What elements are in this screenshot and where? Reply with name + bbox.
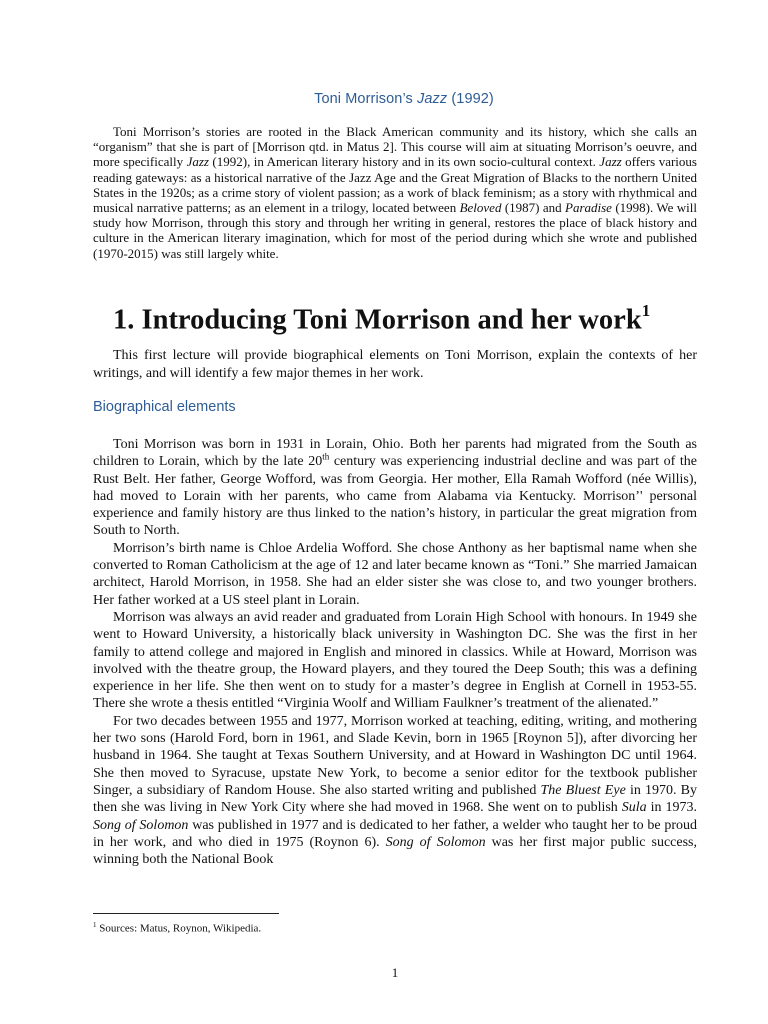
p1-superscript: th: [322, 451, 330, 462]
paragraph-1: [93, 436, 697, 540]
course-title-year: (1992): [447, 91, 494, 107]
p4-italic-2: Sula: [621, 800, 647, 816]
section-heading: [113, 296, 753, 338]
p4-text-e: was her first major public success, winning both the National Book: [93, 834, 697, 868]
biography-text: [93, 436, 697, 868]
footnote: [93, 921, 261, 935]
footnote-ref[interactable]: 1: [641, 301, 651, 320]
p4-text-a: For two decades between 1955 and 1977, Morrison worked at teaching, editing, writing, and mothering her two sons (Harold Ford, born in 1961, and Slade Kevin, born in 1965 [Roynon 5]), after divorcing her husband in 1964. She taught at Texas Southern University, and at Howard in Washington DC until 1964. She then moved to Syracuse, upstate New York, to become a senior editor for the textbook publisher Singer, a subsidiary of Random House. She also started writing and published: [93, 713, 697, 798]
p1-text-b: century was experiencing industrial decline and was part of the Rust Belt. Her father, George Wofford, was from Georgia. Her mother, Ella Ramah Wofford (née Willis), had moved to Lorain with her parents, who came from Alabama via Kentucky. Morrison’' personal experience and family history are thus linked to the nation’s history, in particular the great migration from South to North.: [93, 454, 697, 539]
intro-italic-3: Beloved: [459, 200, 502, 216]
paragraph-4: [93, 713, 697, 869]
section-heading-text: 1. Introducing Toni Morrison and her work: [113, 304, 642, 336]
p4-italic-1: The Bluest Eye: [540, 782, 626, 798]
intro-text-3: offers various reading gateways: as a historical narrative of the Jazz Age and the Great Migration of Blacks to the northern United States in the 1920s; as a crime story of violent passion; as a work of black feminism; as a story with rhythmical and musical narrative patterns; as an element in a trilogy, located between: [93, 154, 697, 216]
footnote-marker: 1: [93, 921, 97, 929]
p4-text-c: in 1973.: [646, 800, 697, 816]
course-title-italic: Jazz: [417, 91, 448, 107]
intro-text-2: (1992), in American literary history and in its own socio-cultural context.: [208, 154, 600, 170]
paragraph-3: Morrison was always an avid reader and graduated from Lorain High School with honours. In 1949 she went to Howard University, a historically black university in Washington DC. She was the first in her family to attend college and majored in English and minored in classics. While at Howard, Morrison was involved with the theatre group, the Howard players, and they toured the Deep South; this was a defining experience in her life. She then went on to study for a master’s degree in English at Cornell in 1953-55. There she wrote a thesis entitled “Virginia Woolf and William Faulkner’s treatment of the alienated.”: [93, 609, 697, 712]
p4-text-b: in 1970. By then she was living in New York City where she had moved in 1968. She went on to publish: [93, 782, 697, 816]
intro-paragraph: [93, 124, 697, 261]
intro-italic-4: Paradise: [565, 200, 612, 216]
p4-italic-3: Song of Solomon: [93, 817, 189, 833]
intro-italic-2: Jazz: [599, 154, 622, 170]
p4-text-d: was published in 1977 and is dedicated to her father, a welder who taught her to be proud in her work, and who died in 1975 (Roynon 6).: [93, 817, 698, 850]
intro-text-4: (1987) and: [501, 200, 566, 216]
paragraph-2: Morrison’s birth name is Chloe Ardelia Wofford. She chose Anthony as her baptismal name when she converted to Roman Catholicism at the age of 12 and later became known as “Toni.” She married Jamaican architect, Harold Morrison, in 1958. She had an elder sister she was close to, and two younger brothers. Her father worked at a US steel plant in Lorain.: [93, 540, 697, 608]
course-title: [0, 91, 768, 107]
lecture-intro-text: This first lecture will provide biographical elements on Toni Morrison, explain the contexts of her writings, and will identify a few major themes in her work.: [93, 348, 697, 381]
intro-italic-1: Jazz: [186, 154, 209, 170]
lecture-intro: [93, 347, 697, 383]
p4-italic-4: Song of Solomon: [385, 834, 486, 850]
intro-text-5: (1998). We will study how Morrison, through this story and through her writing in general, restores the place of black history and culture in the American literary imagination, which for most of the period during which she wrote and published (1970-2015) was still largely white.: [93, 200, 697, 261]
subsection-heading: Biographical elements: [93, 399, 236, 415]
page-number: 1: [391, 965, 399, 980]
p1-text-a: Toni Morrison was born in 1931 in Lorain, Ohio. Both her parents had migrated from the South as children to Lorain, which by the late 20: [93, 437, 697, 470]
course-title-text: Toni Morrison’s: [314, 91, 417, 107]
intro-text-1: Toni Morrison’s stories are rooted in the Black American community and its history, which she calls an “organism” that she is part of [Morrison qtd. in Matus 2]. This course will aim at situating Morrison’s oeuvre, and more specifically: [93, 124, 697, 170]
footnote-divider: [93, 913, 279, 914]
footnote-text: Sources: Matus, Roynon, Wikipedia.: [96, 922, 262, 935]
